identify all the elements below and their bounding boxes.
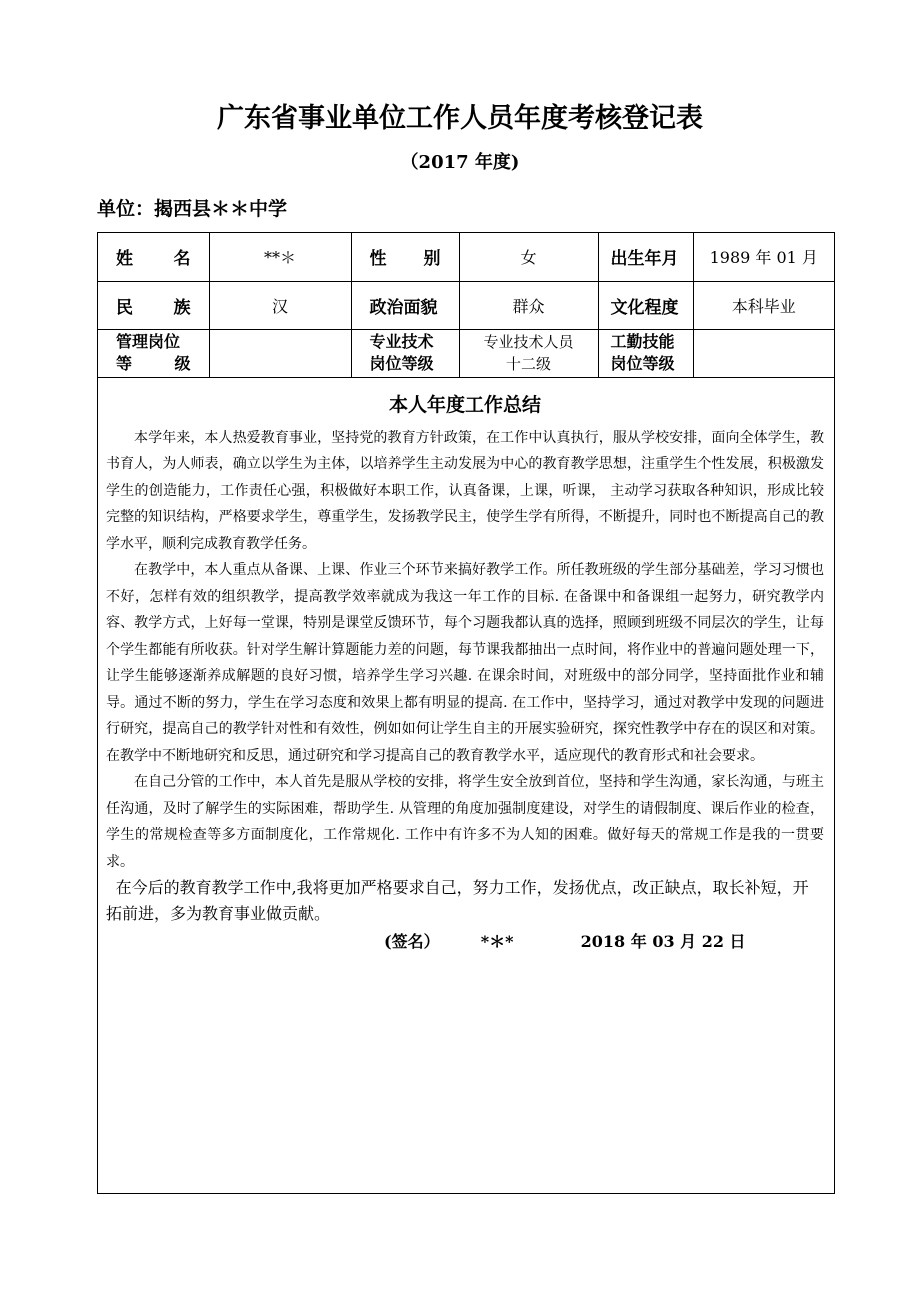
form-title: 广东省事业单位工作人员年度考核登记表 xyxy=(217,103,703,134)
education-label: 文化程度 xyxy=(598,281,693,329)
ethnic-label: 民 族 xyxy=(98,281,209,329)
signature-label: (签名） xyxy=(384,932,440,951)
form-year: （2017 年度) xyxy=(400,152,520,173)
political-value: 群众 xyxy=(459,281,598,329)
birth-label: 出生年月 xyxy=(598,233,693,281)
info-row-1 xyxy=(98,233,834,281)
name-value: **＊ xyxy=(209,233,351,281)
info-table xyxy=(98,233,834,378)
summary-paragraph-1: 本学年来，本人热爱教育事业，坚持党的教育方针政策，在工作中认真执行，服从学校安排，面向全体学生，教书育人，为人师表，确立以学生为主体，以培养学生主动发展为中心的教育教学思想，注重学生个性发展，积极激发学生的创造能力，工作责任心强，积极做好本职工作，认真备课，上课，听课， 主动学习获取各种知识，形成比较完整的知识结构，严格要求学生，尊重学生，发扬教学民主，使学生学有所得，不断提升，同时也不断提高自己的教学水平，顺利完成教育教学任务。 xyxy=(106,429,824,552)
info-row-3 xyxy=(98,329,834,377)
mgmt-level-value xyxy=(209,329,351,377)
education-value: 本科毕业 xyxy=(693,281,834,329)
summary-closing: 在今后的教育教学工作中,我将更加严格要求自己，努力工作，发扬优点，改正缺点，取长补短，开拓前进，多为教育事业做贡献。 xyxy=(106,878,809,923)
info-row-2 xyxy=(98,281,834,329)
annual-summary xyxy=(98,378,834,953)
ethnic-value: 汉 xyxy=(209,281,351,329)
mgmt-level-label: 管理岗位 等 级 xyxy=(98,329,209,377)
birth-value: 1989 年 01 月 xyxy=(693,233,834,281)
political-label: 政治面貌 xyxy=(351,281,459,329)
unit-line: 单位：揭西县＊＊中学 xyxy=(97,198,288,220)
gender-label: 性 别 xyxy=(351,233,459,281)
tech-level-value: 专业技术人员 十二级 xyxy=(459,329,598,377)
summary-heading: 本人年度工作总结 xyxy=(388,393,541,416)
summary-paragraph-2: 在教学中，本人重点从备课、上课、作业三个环节来搞好教学工作。所任教班级的学生部分基础差，学习习惯也不好，怎样有效的组织教学，提高教学效率就成为我这一年工作的目标. 在备课中和备课组一起努力，研究教学内容、教学方式，上好每一堂课，特别是课堂反馈环节，每个习题我都认真的选择，照顾到班级不同层次的学生，让每个学生都能有所收获。针对学生解计算题能力差的问题，每节课我都抽出一点时间，将作业中的普遍问题处理一下，让学生能够逐渐养成解题的良好习惯，培养学生学习兴趣. 在课余时间，对班级中的部分同学，坚持面批作业和辅导。通过不断的努力，学生在学习态度和效果上都有明显的提高. 在工作中，坚持学习，通过对教学中发现的问题进行研究，提高自己的教学针对性和有效性，例如如何让学生自主的开展实验研究，探究性教学中存在的误区和对策。在教学中不断地研究和反思，通过研究和学习提高自己的教育教学水平，适应现代的教育形式和社会要求。 xyxy=(106,562,824,764)
signature-date: 2018 年 03 月 22 日 xyxy=(580,932,746,951)
worker-level-value xyxy=(693,329,834,377)
worker-level-label: 工勤技能 岗位等级 xyxy=(598,329,693,377)
summary-paragraph-3: 在自己分管的工作中，本人首先是服从学校的安排，将学生安全放到首位，坚持和学生沟通，家长沟通，与班主任沟通，及时了解学生的实际困难，帮助学生. 从管理的角度加强制度建设，对学生的请假制度、课后作业的检查，学生的常规检查等多方面制度化，工作常规化. 工作中有许多不为人知的困难。做好每天的常规工作是我的一贯要求。 xyxy=(106,774,824,870)
signature-line xyxy=(106,929,824,952)
gender-value: 女 xyxy=(459,233,598,281)
tech-level-label: 专业技术 岗位等级 xyxy=(351,329,459,377)
signature-name: *＊* xyxy=(480,932,514,951)
registration-form xyxy=(97,232,835,1194)
name-label: 姓 名 xyxy=(98,233,209,281)
